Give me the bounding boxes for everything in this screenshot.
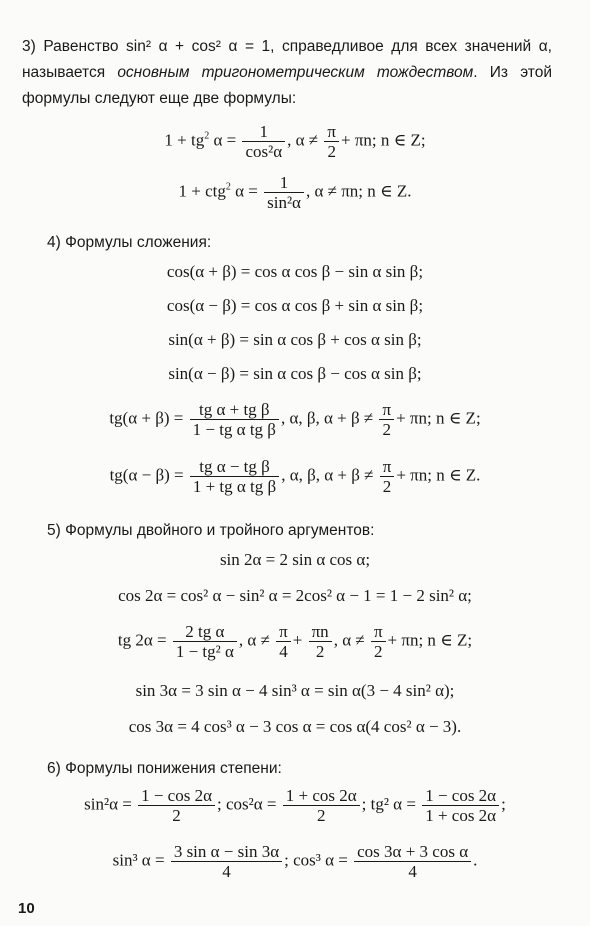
paragraph-identity — [22, 34, 552, 112]
heading-power-reduction: 6) Формулы понижения степени: — [47, 760, 282, 777]
fraction: $\frac{\text{cos 3α + 3 cos α}}{4}$ — [354, 842, 471, 881]
formula-sin-diff: sin(α − β) = sin α cos β − cos α sin β; — [168, 364, 422, 383]
fraction: $\frac{\pi}{2}$ — [371, 622, 386, 661]
formula-cos-triple: cos 3α = 4 cos³ α − 3 cos α = cos α(4 cos² α − 3). — [128, 717, 462, 736]
formula-tg-double: tg 2α = $\frac{\text{2 tg α}}{\text{1 − tg² α}}$ , α ≠ $\frac{\pi}{4}$ + $\frac{\pi n}{2}$ , α ≠ $\frac{\pi}{2}$ + πn; n ∈ Z; — [117, 622, 473, 661]
formula-tg-diff: tg(α − β) = $\frac{\text{tg α − tg β}}{\text{1 + tg α tg β}}$ , α, β, α + β ≠ $\frac{\pi}{2}$ + πn; n ∈ Z. — [109, 457, 481, 496]
fraction: $\frac{\pi n}{2}$ — [309, 622, 332, 661]
fraction: $\frac{\text{tg α − tg β}}{\text{1 + tg α tg β}}$ — [190, 457, 279, 496]
identity-text-2: . Из этой формулы следуют еще две формулы: — [22, 64, 552, 107]
fraction: $\frac{\text{tg α + tg β}}{\text{1 − tg α tg β}}$ — [190, 400, 279, 439]
fraction: $\frac{\pi}{2}$ — [324, 122, 339, 161]
formula-sin-sum: sin(α + β) = sin α cos β + cos α sin β; — [168, 330, 422, 349]
formula-tg-sum: tg(α + β) = $\frac{\text{tg α + tg β}}{\text{1 − tg α tg β}}$ , α, β, α + β ≠ $\frac{\pi}{2}$ + πn; n ∈ Z; — [109, 400, 481, 439]
formula-tg-identity: $1 + tg^2$ α = $\frac{1}{\text{cos²α}}$ , α ≠ $\frac{\pi}{2}$ + πn; n ∈ Z; — [164, 122, 426, 161]
fraction: $\frac{1 + \cos 2\alpha}{2}$ — [283, 786, 360, 825]
fraction: $\frac{\pi}{4}$ — [276, 622, 291, 661]
fraction: $\frac{1}{\text{cos²α}}$ — [242, 122, 285, 161]
identity-text-1: 3) Равенство sin² α + cos² α = 1, справедливое для всех значений α, называется — [22, 38, 552, 81]
fraction: $\frac{1}{\text{sin²α}}$ — [264, 173, 304, 212]
formula-ctg-identity: 1 + ctg$^2$ α = $\frac{1}{\text{sin²α}}$ , α ≠ πn; n ∈ Z. — [178, 173, 412, 212]
formula-sin-triple: sin 3α = 3 sin α − 4 sin³ α = sin α(3 − 4 sin² α); — [135, 681, 455, 700]
formula-cos-double: cos 2α = cos² α − sin² α = 2cos² α − 1 = 1 − 2 sin² α; — [118, 586, 472, 605]
formula-sin-double: sin 2α = 2 sin α cos α; — [219, 550, 371, 569]
heading-addition: 4) Формулы сложения: — [47, 234, 212, 251]
fraction: $\frac{1 - \cos 2\alpha}{1 + \cos 2\alpha}$ — [422, 786, 499, 825]
fraction: $\frac{\text{2 tg α}}{\text{1 − tg² α}}$ — [173, 622, 237, 661]
fraction: $\frac{\text{3 sin α − sin 3α}}{4}$ — [171, 842, 282, 881]
formula-cos-diff: cos(α − β) = cos α cos β + sin α sin β; — [166, 296, 424, 315]
formula-power-reduction-2: sin²α = $\frac{1 - \cos 2\alpha}{2}$ ; cos²α = $\frac{1 + \cos 2\alpha}{2}$ ; tg² α = $\frac{1 - \cos 2\alpha}{1 + \cos 2\alpha}$ ; — [84, 786, 506, 825]
fraction: $\frac{\pi}{2}$ — [379, 400, 394, 439]
heading-double-triple: 5) Формулы двойного и тройного аргументов: — [47, 522, 375, 539]
fraction: $\frac{\pi}{2}$ — [380, 457, 395, 496]
identity-italic: основным тригонометрическим тождеством — [117, 64, 474, 81]
page-number: 10 — [18, 900, 35, 917]
fraction: $\frac{1 - \cos 2\alpha}{2}$ — [138, 786, 215, 825]
formula-cos-sum: cos(α + β) = cos α cos β − sin α sin β; — [166, 262, 424, 281]
formula-power-reduction-3: sin³ α = $\frac{\text{3 sin α − sin 3α}}{4}$ ; cos³ α = $\frac{\text{cos 3α + 3 cos α}}{4}$ . — [112, 842, 478, 881]
